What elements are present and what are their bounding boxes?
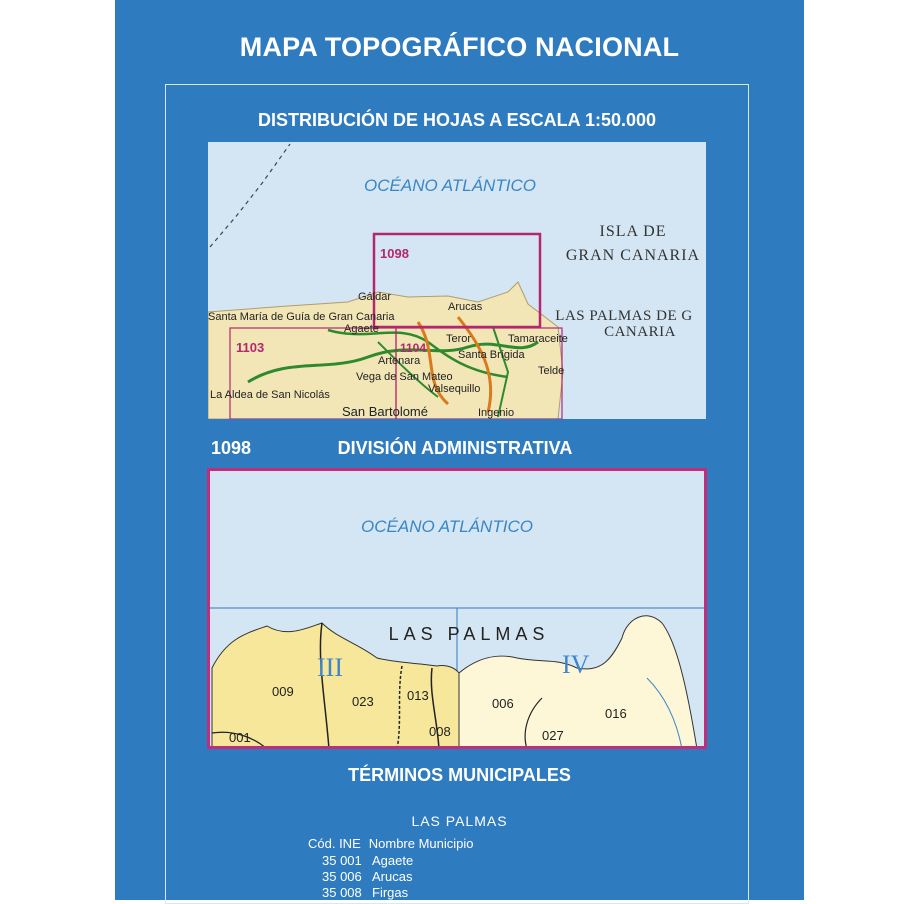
place-label: Santa María de Guía de Gran Canaria xyxy=(208,311,395,323)
code-column-header: Cód. INE xyxy=(308,836,361,851)
municipality-code: 35 008 xyxy=(322,885,362,900)
place-label: Valsequillo xyxy=(428,383,481,395)
page-subtitle: DISTRIBUCIÓN DE HOJAS A ESCALA 1:50.000 xyxy=(257,110,657,130)
municipality-code: 35 001 xyxy=(322,853,362,868)
page-title: MAPA TOPOGRÁFICO NACIONAL xyxy=(239,32,680,62)
place-label: San Bartolomé xyxy=(342,404,428,419)
municipality-code: 027 xyxy=(542,728,564,743)
sheet-number: 1098 xyxy=(380,246,409,261)
municipality-code: 013 xyxy=(407,688,429,703)
quadrant-label: IV xyxy=(562,650,590,679)
admin-division-map xyxy=(207,468,707,749)
municipality-name: Arucas xyxy=(372,869,413,884)
municipality-code: 016 xyxy=(605,706,627,721)
sheet-number: 1104 xyxy=(400,341,427,355)
municipality-code: 023 xyxy=(352,694,374,709)
place-label: Santa Brígida xyxy=(458,349,525,361)
ocean-label: OCÉANO ATLÁNTICO xyxy=(361,517,533,536)
place-label: Gáldar xyxy=(358,291,392,303)
municipality-code: 008 xyxy=(429,724,451,739)
list-item xyxy=(322,869,413,885)
place-label: Artenara xyxy=(378,355,421,367)
place-label: Ingenio xyxy=(478,407,515,419)
admin-division-title: DIVISIÓN ADMINISTRATIVA xyxy=(337,438,573,458)
place-label: Tamaraceite xyxy=(508,333,568,345)
municipality-code: 001 xyxy=(229,730,251,745)
sheet-id: 1098 xyxy=(211,438,252,458)
municipality-code: 006 xyxy=(492,696,514,711)
place-label: Vega de San Mateo xyxy=(356,371,453,383)
municipality-name: Agaete xyxy=(372,853,414,868)
municipality-code: 35 006 xyxy=(322,869,362,884)
sheet-number: 1103 xyxy=(236,340,265,355)
municipality-list xyxy=(322,853,413,901)
city-label-2: CANARIA xyxy=(604,324,676,340)
name-column-header: Nombre Municipio xyxy=(368,836,474,851)
place-label: Teror xyxy=(446,333,472,345)
island-label-2: GRAN CANARIA xyxy=(565,247,701,264)
place-label: Agaete xyxy=(344,323,379,335)
ocean-label: OCÉANO ATLÁNTICO xyxy=(364,176,536,195)
place-label: Telde xyxy=(538,365,565,377)
municipality-name: Firgas xyxy=(372,885,409,900)
place-label: Arucas xyxy=(448,301,483,313)
quadrant-label: III xyxy=(317,653,343,682)
province-name: LAS PALMAS xyxy=(411,813,508,829)
municipal-terms-title: TÉRMINOS MUNICIPALES xyxy=(348,765,571,785)
list-item xyxy=(322,853,413,869)
place-label: La Aldea de San Nicolás xyxy=(210,389,330,401)
list-item xyxy=(322,885,413,901)
city-label-1: LAS PALMAS DE G xyxy=(555,308,693,324)
province-label: LAS PALMAS xyxy=(388,624,550,644)
municipality-table-header xyxy=(308,836,474,851)
island-label-1: ISLA DE xyxy=(599,223,667,240)
municipality-code: 009 xyxy=(272,684,294,699)
sheet-index-map xyxy=(208,142,706,419)
